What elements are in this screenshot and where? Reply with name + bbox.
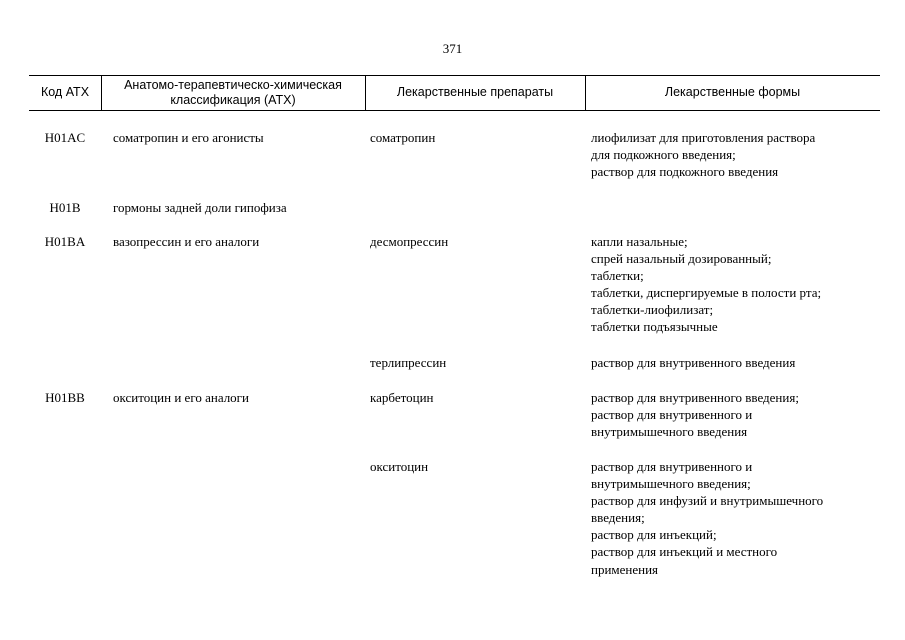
- header-forms-label: Лекарственные формы: [664, 85, 801, 99]
- classification-text: окситоцин и его аналоги: [113, 390, 249, 405]
- drug-name: карбетоцин: [370, 390, 434, 405]
- header-classification-line-1: Анатомо-терапевтическо-химическая: [124, 77, 342, 92]
- drug-name: соматропин: [370, 130, 436, 145]
- dosage-form-line: раствор для инфузий и внутримышечного: [591, 493, 824, 509]
- header-drugs-label: Лекарственные препараты: [396, 85, 554, 99]
- dosage-forms: [591, 458, 823, 578]
- page-number: 371: [442, 41, 463, 56]
- dosage-forms: [591, 389, 799, 440]
- dosage-form-line: спрей назальный дозированный;: [591, 251, 772, 267]
- dosage-form-line: таблетки-лиофилизат;: [591, 302, 714, 318]
- classification-text: соматропин и его агонисты: [113, 130, 264, 145]
- dosage-form-line: таблетки подъязычные: [591, 319, 718, 335]
- atc-code: H01BA: [44, 234, 86, 249]
- classification-text: гормоны задней доли гипофиза: [113, 200, 287, 215]
- dosage-form-line: раствор для внутривенного введения: [591, 355, 796, 370]
- dosage-form-line: раствор для инъекций;: [591, 527, 717, 543]
- dosage-forms: [591, 233, 821, 336]
- dosage-form-line: раствор для внутривенного и: [591, 407, 753, 423]
- header-forms: [585, 75, 880, 110]
- drug-name: десмопрессин: [370, 234, 449, 249]
- dosage-form-line: внутримышечного введения;: [591, 476, 751, 492]
- dosage-forms: [591, 129, 815, 180]
- dosage-form-line: лиофилизат для приготовления раствора: [591, 130, 816, 145]
- header-classification: [101, 75, 365, 110]
- dosage-form-line: для подкожного введения;: [591, 147, 736, 163]
- table-header-bottom-rule: [29, 110, 880, 111]
- dosage-form-line: раствор для внутривенного и: [591, 459, 753, 474]
- atc-code: H01AC: [44, 130, 86, 145]
- dosage-forms: [591, 354, 795, 371]
- dosage-form-line: применения: [591, 561, 659, 577]
- dosage-form-line: капли назальные;: [591, 234, 688, 249]
- atc-code: H01B: [49, 200, 81, 215]
- dosage-form-line: раствор для подкожного введения: [591, 164, 779, 180]
- atc-code: H01BB: [45, 390, 85, 405]
- drug-name: окситоцин: [370, 459, 429, 474]
- dosage-form-line: таблетки, диспергируемые в полости рта;: [591, 285, 822, 301]
- dosage-form-line: раствор для внутривенного введения;: [591, 390, 799, 405]
- header-drugs: [365, 75, 585, 110]
- header-code-label: Код АТХ: [40, 85, 90, 99]
- dosage-form-line: раствор для инъекций и местного: [591, 544, 778, 560]
- dosage-form-line: введения;: [591, 510, 645, 526]
- header-classification-line-2: классификация (АТХ): [170, 92, 296, 107]
- dosage-form-line: внутримышечного введения: [591, 424, 748, 440]
- drug-name: терлипрессин: [370, 355, 447, 370]
- header-code: [29, 75, 101, 110]
- classification-text: вазопрессин и его аналоги: [113, 234, 260, 249]
- dosage-form-line: таблетки;: [591, 268, 644, 284]
